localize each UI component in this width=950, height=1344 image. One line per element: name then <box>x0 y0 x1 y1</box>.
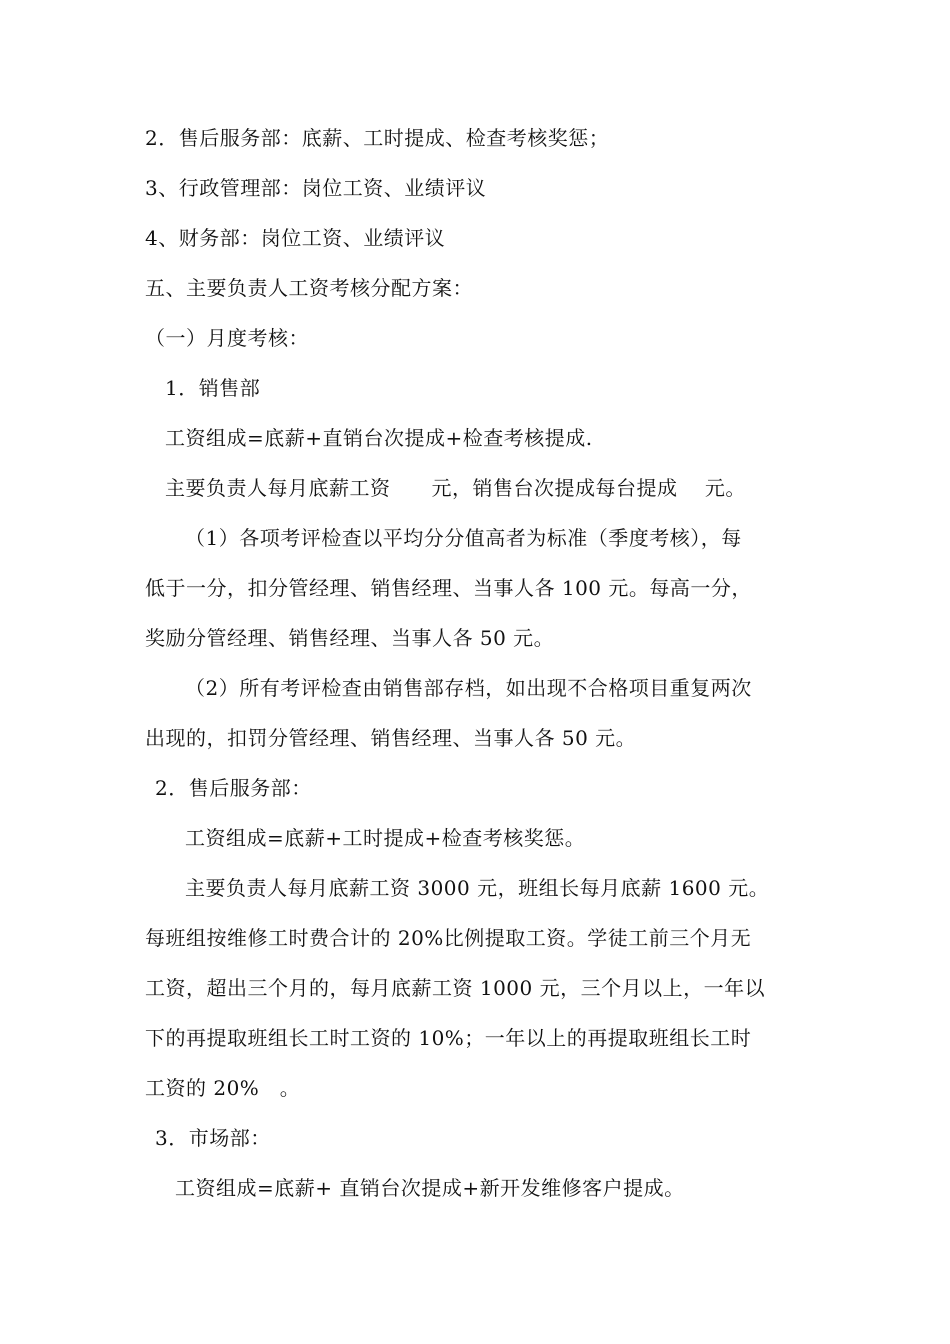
paragraph-after-sales-salary-composition: 工资组成=底薪+工时提成+检查考核奖惩。 <box>185 826 586 850</box>
paragraph-rule-1-line-2: 低于一分，扣分管经理、销售经理、当事人各 100 元。每高一分， <box>145 576 752 600</box>
paragraph-sales-base-salary: 主要负责人每月底薪工资 元，销售台次提成每台提成 元。 <box>165 476 746 500</box>
item-marketing-dept: 3．市场部： <box>155 1126 271 1150</box>
paragraph-marketing-salary-composition: 工资组成=底薪+ 直销台次提成+新开发维修客户提成。 <box>175 1176 685 1200</box>
item-sales-dept: 1．销售部 <box>165 376 261 400</box>
paragraph-rule-2-line-1: （2）所有考评检查由销售部存档，如出现不合格项目重复两次 <box>185 676 752 700</box>
line-after-sales-dept: 2．售后服务部：底薪、工时提成、检查考核奖惩； <box>145 126 610 150</box>
paragraph-after-sales-line-4: 下的再提取班组长工时工资的 10%；一年以上的再提取班组长工时 <box>145 1026 752 1050</box>
item-after-sales-dept: 2．售后服务部： <box>155 776 312 800</box>
paragraph-after-sales-line-1: 主要负责人每月底薪工资 3000 元，班组长每月底薪 1600 元。 <box>185 876 770 900</box>
paragraph-rule-1-line-3: 奖励分管经理、销售经理、当事人各 50 元。 <box>145 626 555 650</box>
paragraph-after-sales-line-3: 工资，超出三个月的，每月底薪工资 1000 元，三个月以上，一年以 <box>145 976 766 1000</box>
paragraph-rule-2-line-2: 出现的，扣罚分管经理、销售经理、当事人各 50 元。 <box>145 726 637 750</box>
line-finance-dept: 4、财务部：岗位工资、业绩评议 <box>145 226 446 250</box>
line-admin-dept: 3、行政管理部：岗位工资、业绩评议 <box>145 176 487 200</box>
paragraph-sales-salary-composition: 工资组成=底薪+直销台次提成+检查考核提成. <box>165 426 593 450</box>
paragraph-after-sales-line-5: 工资的 20% 。 <box>145 1076 301 1100</box>
paragraph-after-sales-line-2: 每班组按维修工时费合计的 20%比例提取工资。学徒工前三个月无 <box>145 926 752 950</box>
paragraph-rule-1-line-1: （1）各项考评检查以平均分分值高者为标准（季度考核），每 <box>185 526 742 550</box>
subsection-monthly-review: （一）月度考核： <box>145 326 309 350</box>
section-heading-five: 五、主要负责人工资考核分配方案： <box>145 276 473 300</box>
